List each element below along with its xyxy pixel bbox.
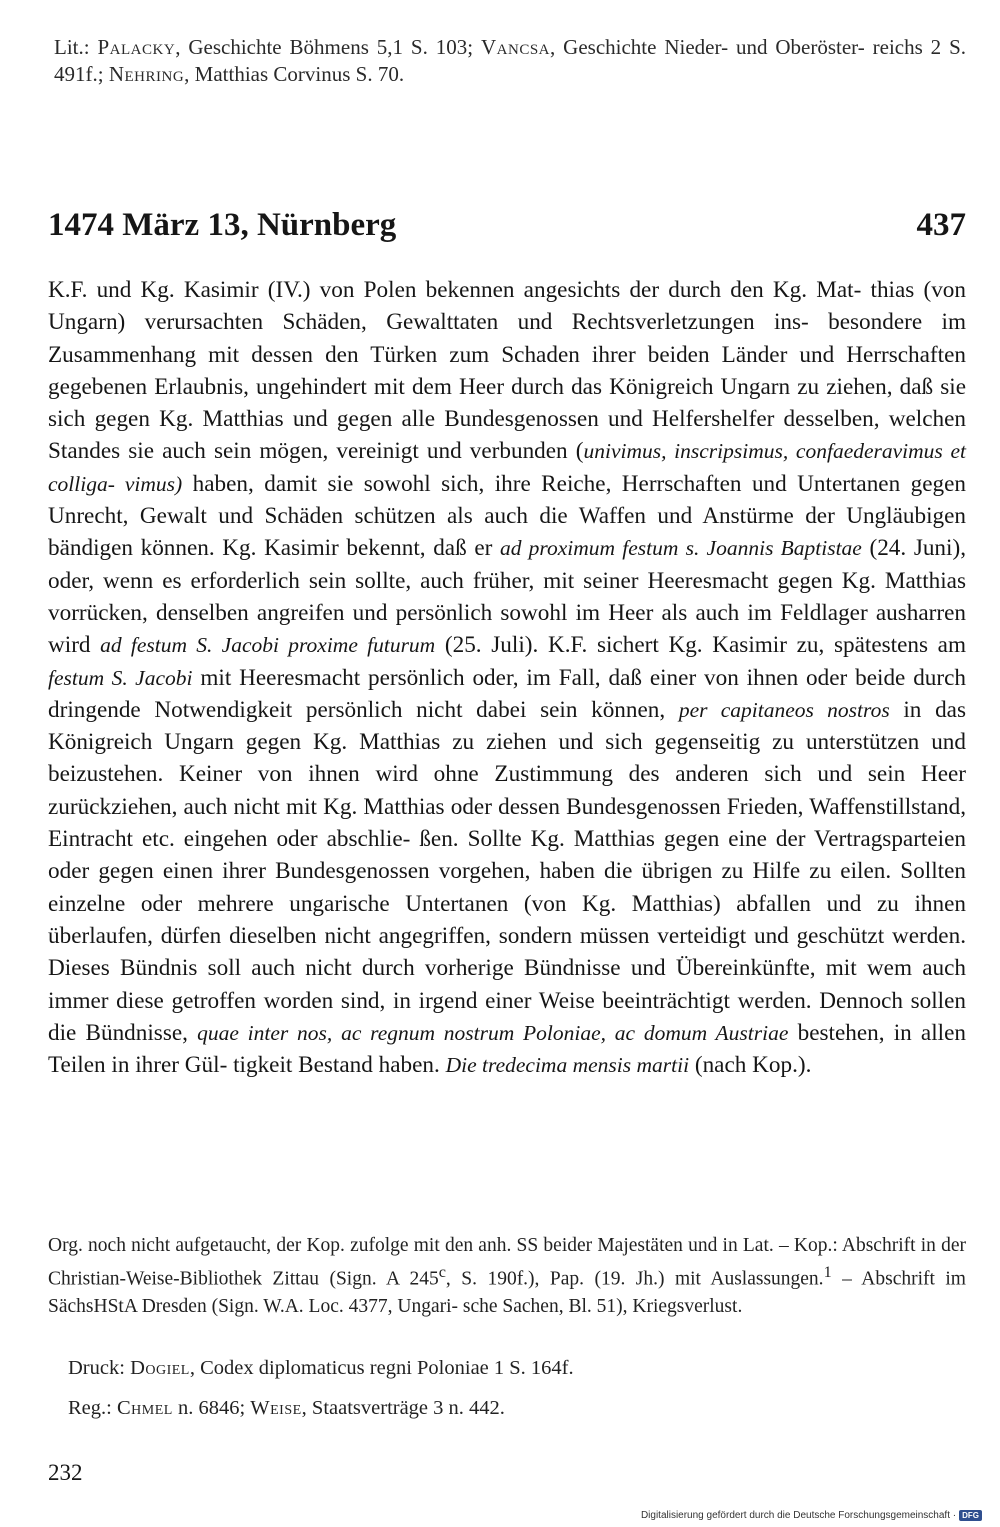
lit-text-1: , Geschichte Böhmens 5,1 S. 103; xyxy=(175,35,474,59)
latin-quote-4: festum S. Jacobi xyxy=(48,665,193,690)
latin-quote-2: ad proximum festum s. Joannis Baptistae xyxy=(499,536,862,561)
lit-author-nehring: Nehring xyxy=(108,62,185,86)
lit-text-3: , Matthias Corvinus S. 70. xyxy=(184,62,405,86)
regest-part-2: haben, damit sie sowohl sich, ihre Reiche, Herrschaften und Untertanen gegen Unrecht, Gewalt und Schäden schützen als auch die Waffen und Anstürme der Ungläubigen bändigen können. Kg. Kasimir bekennt, daß er xyxy=(48,470,966,562)
latin-quote-1: univimus, inscripsimus, confaederavimus et colliga- vimus) xyxy=(48,439,966,496)
source-note-part-2: , S. 190f.), Pap. (19. Jh.) mit Auslassungen. xyxy=(445,1268,824,1290)
regest-reference xyxy=(68,1395,966,1422)
regest-part-8: (nach Kop.). xyxy=(689,1052,812,1079)
entry-number: 437 xyxy=(916,207,966,243)
entry-heading xyxy=(48,205,966,245)
regest-part-6: in das Königreich Ungarn gegen Kg. Matthias zu ziehen und sich gegenseitig zu unterstützen und beizustehen. Keiner von ihnen wird ohne Zustimmung des anderen sich und sein Heer zurückziehen, auch nicht mit Kg. Matthias oder dessen Bundesgenossen Frieden, Waffenstillstand, Eintracht etc. eingehen oder abschlie- ßen. Sollte Kg. Matthias gegen eine der Vertragsparteien oder gegen einen ihrer Bundesgenossen vorgehen, haben die übrigen zu Hilfe zu eilen. Sollten einzelne oder mehrere ungarische Untertanen (von Kg. Matthias) abfallen und zu ihnen überlaufen, dürfen dieselben nicht angegriffen, sondern müssen verteidigt und geschützt werden. Dieses Bündnis soll auch nicht durch vorherige Bündnisse und Übereinkünfte, mit wem auch immer diese getroffen worden sind, in irgend einer Weise beeinträchtigt werden. Dennoch sollen die Bündnisse, xyxy=(48,696,966,1046)
latin-quote-7: Die tredecima mensis martii xyxy=(445,1053,690,1078)
druck-author: Dogiel xyxy=(130,1357,190,1379)
footnote-marker: 1 xyxy=(823,1263,832,1281)
regest-part-4: (25. Juli). K.F. sichert Kg. Kasimir zu, spätestens am xyxy=(435,632,966,659)
superscript-c: c xyxy=(438,1263,446,1281)
lit-text-2: , Geschichte Nieder- und Oberöster- reichs 2 S. 491f.; xyxy=(54,35,967,86)
reg-text-2: , Staatsverträge 3 n. 442. xyxy=(301,1397,505,1419)
lit-author-vancsa: Vancsa xyxy=(481,35,551,59)
entry-date-place: 1474 März 13, Nürnberg xyxy=(48,207,397,243)
druck-text: , Codex diplomaticus regni Poloniae 1 S. 164f. xyxy=(189,1357,574,1379)
reg-text-1: n. 6846; xyxy=(172,1397,246,1419)
print-reference xyxy=(68,1355,966,1382)
reg-author-chmel: Chmel xyxy=(116,1397,173,1419)
reg-label: Reg.: xyxy=(68,1397,112,1419)
regest-part-7: bestehen, in allen Teilen in ihrer Gül- tigkeit Bestand haben. xyxy=(48,1019,966,1079)
regest-part-3: (24. Juni), oder, wenn es erforderlich sein sollte, auch früher, mit seiner Heeresmacht gegen Kg. Matthias vorrücken, denselben angreifen und persönlich sowohl im Heer als auch im Feldlager ausharren wird xyxy=(48,535,966,659)
reg-author-weise: Weise xyxy=(250,1397,302,1419)
source-note-part-1: Org. noch nicht aufgetaucht, der Kop. zufolge mit den anh. SS beider Majestäten und in Lat. – Kop.: Abschrift in der Christian-Weise-Bibliothek Zittau (Sign. A 245 xyxy=(48,1235,966,1290)
dfg-logo-icon: DFG xyxy=(959,1510,982,1521)
page-number: 232 xyxy=(48,1460,83,1485)
digitization-footer xyxy=(641,1510,982,1521)
source-note xyxy=(48,1232,966,1320)
latin-quote-3: ad festum S. Jacobi proxime futurum xyxy=(100,633,436,658)
lit-prefix: Lit.: xyxy=(54,35,90,59)
lit-author-palacky: Palacky xyxy=(97,35,176,59)
regest-part-5: mit Heeresmacht persönlich oder, im Fall, daß einer von ihnen oder beide durch dringende Notwendigkeit persönlich nicht dabei sein können, xyxy=(48,664,966,723)
literature-references xyxy=(54,34,966,88)
latin-quote-6: quae inter nos, ac regnum nostrum Poloniae, ac domum Austriae xyxy=(197,1020,789,1045)
latin-quote-5: per capitaneos nostros xyxy=(678,697,890,722)
regest-text xyxy=(48,274,966,1081)
regest-part-1: K.F. und Kg. Kasimir (IV.) von Polen bekennen angesichts der durch den Kg. Mat- thias (von Ungarn) verursachten Schäden, Gewalttaten und Rechtsverletzungen ins- besondere im Zusammenhang mit dessen den Türken zum Schaden ihrer beiden Länder und Herrschaften gegebenen Erlaubnis, ungehindert mit dem Heer durch das Königreich Ungarn zu ziehen, daß sie sich gegen Kg. Matthias und gegen alle Bundesgenossen und Helfershelfer desselben, welchen Standes sie auch sein mögen, vereinigt und verbunden ( xyxy=(48,277,966,465)
footer-text: Digitalisierung gefördert durch die Deutsche Forschungsgemeinschaft · xyxy=(640,1510,957,1521)
source-note-part-3: – Abschrift im SächsHStA Dresden (Sign. W.A. Loc. 4377, Ungari- sche Sachen, Bl. 51), Kriegsverlust. xyxy=(48,1268,966,1317)
druck-label: Druck: xyxy=(68,1357,125,1379)
